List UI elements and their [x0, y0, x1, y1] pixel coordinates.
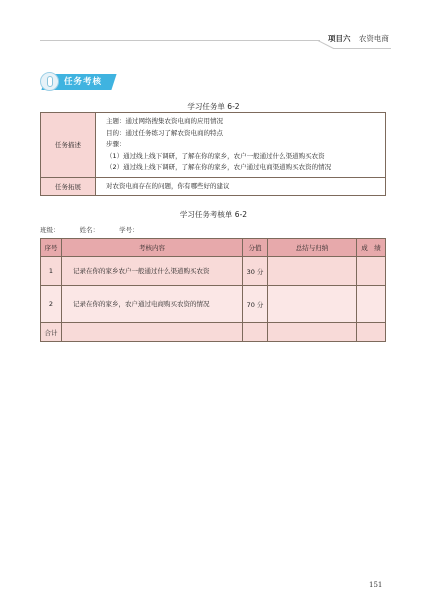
row-summary-cell: [268, 257, 357, 286]
header-rule-right: [333, 48, 391, 49]
student-id-field: 学号：: [119, 226, 139, 234]
task-sheet-title: 学习任务单 6-2: [187, 102, 240, 111]
task-sheet-table: [40, 112, 386, 196]
badge-label: 任务考核: [64, 77, 103, 87]
total-content-cell: [62, 323, 243, 342]
row-score: 30 分: [243, 257, 268, 286]
row-content: 记录在你的家乡，农户通过电商购买农资的情况: [62, 286, 243, 323]
description-line: 目的：通过任务练习了解农资电商的特点: [106, 128, 223, 137]
assess-sheet-table: [40, 238, 386, 342]
col-header-grade: 成 绩: [357, 239, 386, 257]
project-label: 项目六: [328, 34, 351, 43]
col-header-summary: 总结与归纳: [268, 239, 357, 257]
table-header-row: [41, 239, 386, 257]
total-label: 合计: [41, 323, 62, 342]
row-content: 记录在你的家乡农户一般通过什么渠道购买农资: [62, 257, 243, 286]
table-row: [41, 286, 386, 323]
running-header: [328, 33, 389, 44]
student-info-line: [40, 225, 157, 234]
task-extension-label: 任务拓展: [41, 177, 96, 196]
description-line: 步骤：: [106, 140, 126, 148]
page-number: 151: [369, 581, 383, 589]
section-label: 农资电商: [358, 34, 389, 43]
table-row: [41, 177, 386, 196]
description-line: （2）通过线上线下调研，了解在你的家乡，农户通过电商渠道购买农资的情况: [106, 163, 332, 171]
row-grade-cell: [357, 257, 386, 286]
name-field: 姓名：: [79, 226, 100, 234]
task-description-label: 任务描述: [41, 113, 96, 178]
total-grade-cell: [357, 323, 386, 342]
row-summary-cell: [268, 286, 357, 323]
col-header-content: 考核内容: [62, 239, 243, 257]
header-rule: [40, 40, 320, 41]
row-number: 1: [41, 257, 62, 286]
description-line: （1）通过线上线下调研，了解在你的家乡，农户一般通过什么渠道购买农资: [106, 151, 325, 160]
task-extension-content: 对农资电商存在的问题，你有哪些好的建议: [96, 177, 386, 196]
table-total-row: [41, 323, 386, 342]
badge-icon: [40, 72, 59, 91]
col-header-number: 序号: [41, 239, 62, 257]
row-grade-cell: [357, 286, 386, 323]
row-score: 70 分: [243, 286, 268, 323]
description-line: 主题：通过网络搜集农资电商的应用情况: [106, 117, 223, 125]
task-description-content: [96, 113, 386, 178]
col-header-score: 分值: [243, 239, 268, 257]
total-score-cell: [243, 323, 268, 342]
table-row: [41, 257, 386, 286]
class-field: 班级：: [40, 226, 60, 234]
assess-sheet-title: 学习任务考核单 6-2: [179, 210, 248, 219]
row-number: 2: [41, 286, 62, 323]
total-summary-cell: [268, 323, 357, 342]
task-assessment-badge: [40, 72, 118, 92]
table-row: [41, 113, 386, 178]
